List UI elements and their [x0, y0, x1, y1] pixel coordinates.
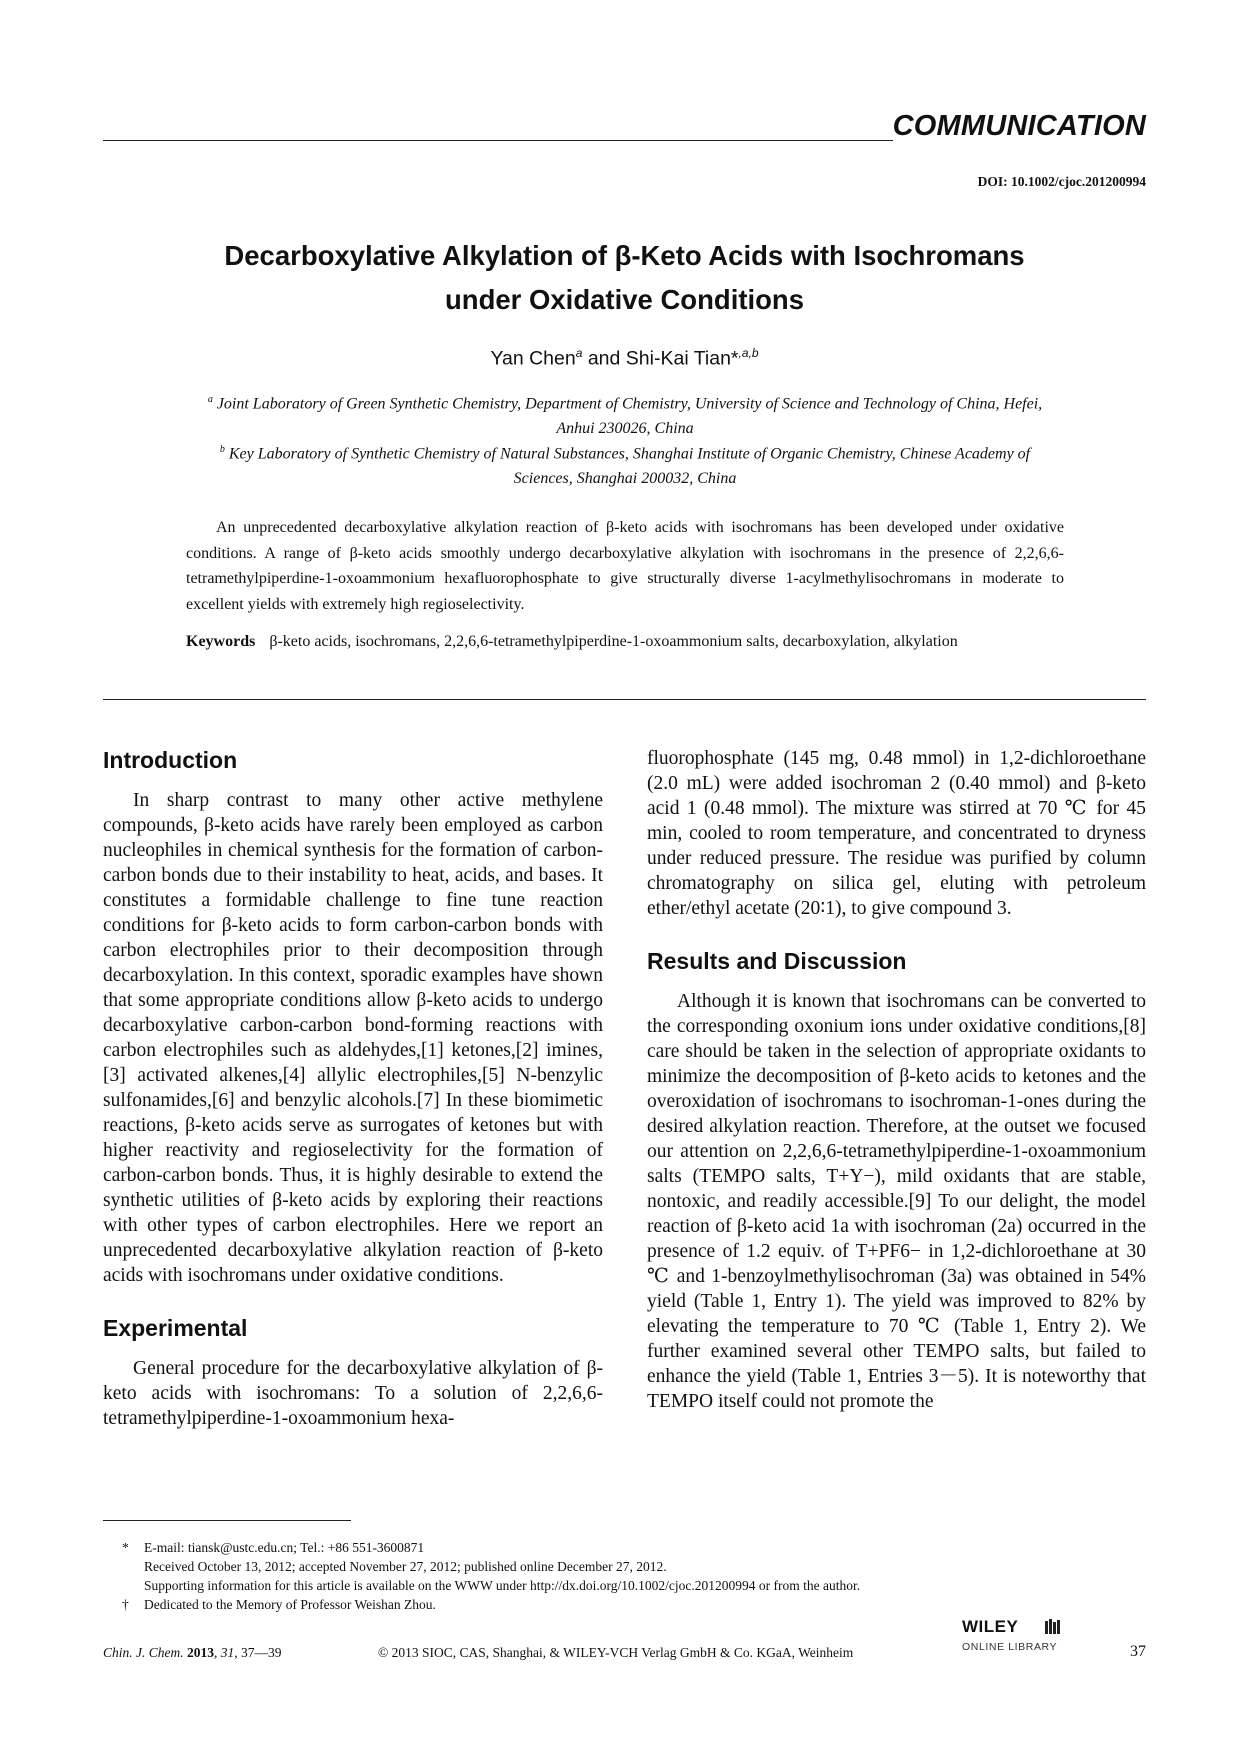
affiliation-a [190, 387, 1060, 441]
affiliation-a-mark: a [207, 394, 213, 405]
article-title [103, 234, 1146, 322]
copyright: © 2013 SIOC, CAS, Shanghai, & WILEY-VCH Verlag GmbH & Co. KGaA, Weinheim [378, 1645, 854, 1660]
footnote-dedication [122, 1595, 436, 1614]
introduction-heading: Introduction [103, 747, 238, 773]
authors [103, 346, 1146, 371]
footnote-contact [122, 1538, 424, 1557]
title-line-1: Decarboxylative Alkylation of β-Keto Acids with Isochromans [224, 240, 1025, 271]
journal-volume: 31 [220, 1645, 235, 1660]
keywords-label: Keywords [186, 633, 256, 650]
author-1-sup: a [575, 346, 583, 360]
journal-year: 2013 [187, 1645, 214, 1660]
publisher-name: WILEY [962, 1617, 1019, 1636]
right-column [647, 746, 1146, 1414]
publisher-logo [962, 1617, 1062, 1659]
section-label: COMMUNICATION [892, 110, 1146, 142]
doi: DOI: 10.1002/cjoc.201200994 [977, 174, 1146, 189]
footnote-mark-asterisk: * [122, 1540, 129, 1555]
keywords-text: β-keto acids, isochromans, 2,2,6,6-tetramethylpiperdine-1-oxoammonium salts, decarboxylation, alkylation [269, 633, 958, 650]
footnote-supporting-info: Supporting information for this article is available on the WWW under http://dx.doi.org/10.1002/cjoc.201200994 or from the author. [144, 1578, 861, 1593]
footnote-dedication-text: Dedicated to the Memory of Professor Weishan Zhou. [144, 1597, 436, 1612]
results-heading: Results and Discussion [647, 948, 907, 974]
book-icon [1044, 1618, 1062, 1636]
author-2-sup: ,a,b [738, 346, 759, 360]
affiliation-b-mark: b [219, 444, 225, 455]
title-line-2: under Oxidative Conditions [444, 284, 805, 315]
journal-pages: , 37—39 [234, 1645, 282, 1660]
affiliation-a-text: Joint Laboratory of Green Synthetic Chemistry, Department of Chemistry, University of Science and Technology of China, Hefei, Anhui 230026, China [216, 395, 1043, 438]
footnote-contact-text: E-mail: tiansk@ustc.edu.cn; Tel.: +86 551-3600871 [144, 1540, 425, 1555]
journal-citation: Chin. J. Chem. 2013, 31, 37—39 [103, 1645, 282, 1660]
footnote-rule [103, 1520, 351, 1521]
page-number: 37 [1130, 1643, 1146, 1660]
affiliation-b-text: Key Laboratory of Synthetic Chemistry of Natural Substances, Shanghai Institute of Organic Chemistry, Chinese Academy of Sciences, Shanghai 200032, China [228, 445, 1031, 488]
author-1: Yan Chen [490, 347, 576, 370]
journal-name: Chin. J. Chem. [103, 1645, 184, 1660]
author-2: Shi-Kai Tian* [625, 347, 739, 370]
experimental-paragraph-continued: fluorophosphate (145 mg, 0.48 mmol) in 1,2-dichloroethane (2.0 mL) were added isochroman 2 (0.40 mmol) and β-keto acid 1 (0.48 mmol). The mixture was stirred at 70 ℃ for 45 min, cooled to room temperature, and concentrated to dryness under reduced pressure. The residue was purified by column chromatography on silica gel, eluting with petroleum ether/ethyl acetate (20∶1), to give compound 3. [647, 748, 1146, 919]
experimental-heading: Experimental [103, 1315, 248, 1341]
keywords [186, 629, 1064, 655]
affiliation-b [190, 437, 1060, 491]
header-rule [103, 140, 893, 141]
author-and: and [582, 347, 626, 370]
left-column [103, 746, 603, 1431]
publisher-subtitle: ONLINE LIBRARY [962, 1641, 1058, 1653]
abstract-rule [103, 699, 1146, 700]
footnote-mark-dagger: † [122, 1597, 129, 1612]
abstract: An unprecedented decarboxylative alkylation reaction of β-keto acids with isochromans has been developed under oxidative conditions. A range of β-keto acids smoothly undergo decarboxylative alkylation with isochromans in the presence of 2,2,6,6-tetramethylpiperdine-1-oxoammonium hexafluorophosphate to give structurally diverse 1-acylmethylisochromans in moderate to excellent yields with extremely high regioselectivity. [186, 519, 1064, 613]
footnote-received: Received October 13, 2012; accepted November 27, 2012; published online December 27, 2012. [144, 1559, 667, 1574]
experimental-paragraph: General procedure for the decarboxylative alkylation of β-keto acids with isochromans: To a solution of 2,2,6,6-tetramethylpiperdine-1-oxoammonium hexa- [103, 1358, 603, 1429]
introduction-paragraph: In sharp contrast to many other active methylene compounds, β-keto acids have rarely been employed as carbon nucleophiles in chemical synthesis for the formation of carbon-carbon bonds due to their instability to heat, acids, and bases. It constitutes a formidable challenge to fine tune reaction conditions for β-keto acids to form carbon-carbon bonds with carbon electrophiles prior to their decomposition through decarboxylation. In this context, sporadic examples have shown that some appropriate conditions allow β-keto acids to undergo decarboxylative carbon-carbon bond-forming reactions with carbon electrophiles such as aldehydes,[1] ketones,[2] imines,[3] activated alkenes,[4] allylic electrophiles,[5] N-benzylic sulfonamides,[6] and benzylic alcohols.[7] In these biomimetic reactions, β-keto acids serve as surrogates of ketones but with higher reactivity and regioselectivity for the formation of carbon-carbon bonds. Thus, it is highly desirable to extend the synthetic utilities of β-keto acids by exploring their reactions with other types of carbon electrophiles. Here we report an unprecedented decarboxylative alkylation reaction of β-keto acids with isochromans under oxidative conditions. [103, 790, 603, 1286]
results-paragraph: Although it is known that isochromans can be converted to the corresponding oxonium ions under oxidative conditions,[8] care should be taken in the selection of appropriate oxidants to minimize the decomposition of β-keto acids to ketones and the overoxidation of isochromans to isochroman-1-ones during the desired alkylation reaction. Therefore, at the outset we focused our attention on 2,2,6,6-tetramethylpiperdine-1-oxoammonium salts (TEMPO salts, T+Y−), mild oxidants that are stable, nontoxic, and readily accessible.[9] To our delight, the model reaction of β-keto acid 1a with isochroman (2a) occurred in the presence of 1.2 equiv. of T+PF6− in 1,2-dichloroethane at 30 ℃ and 1-benzoylmethylisochroman (3a) was obtained in 54% yield (Table 1, Entry 1). The yield was improved to 82% by elevating the temperature to 70 ℃ (Table 1, Entry 2). We further examined several other TEMPO salts, but failed to enhance the yield (Table 1, Entries 3－5). It is noteworthy that TEMPO itself could not promote the [647, 991, 1146, 1412]
